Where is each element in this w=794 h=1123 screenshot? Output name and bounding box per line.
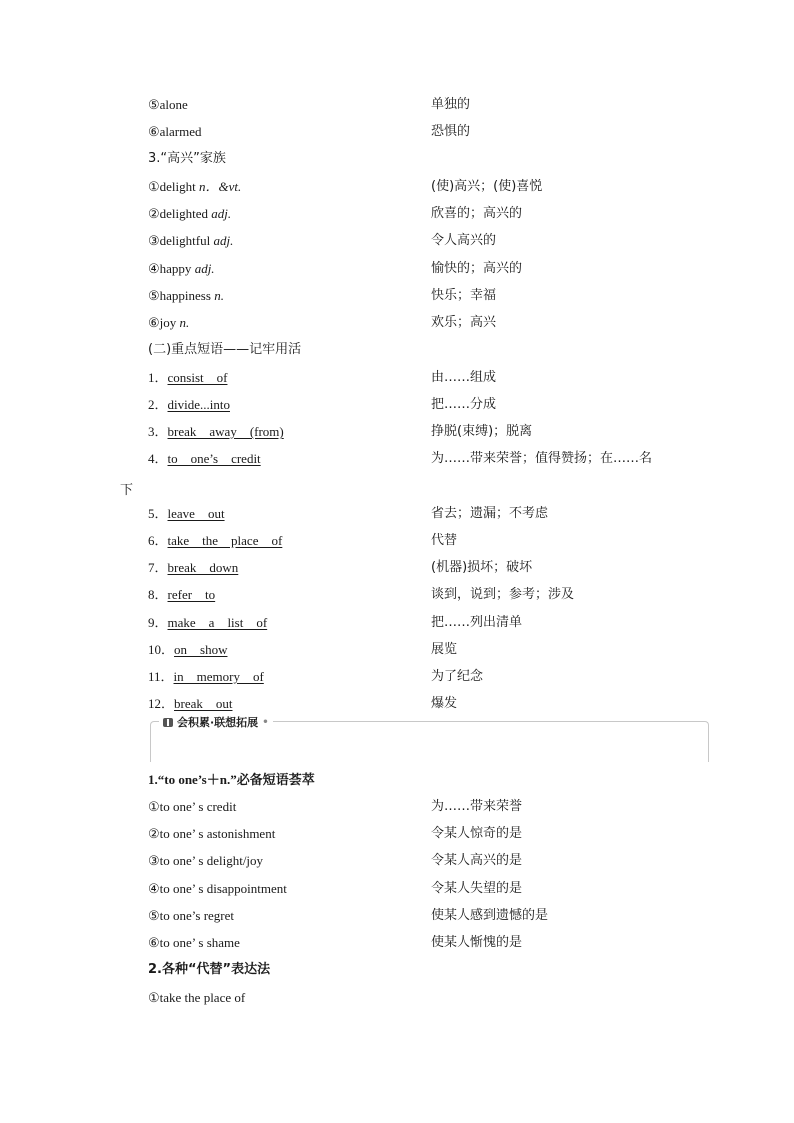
phrase: ①to one’ s credit: [148, 799, 237, 814]
phrase: consist of: [167, 370, 228, 385]
word: ⑤happiness: [148, 288, 211, 303]
part-of-speech: adj.: [213, 233, 234, 248]
phrase: ③to one’ s delight/joy: [148, 853, 264, 868]
phrase-meaning: 省去；遗漏；不考虑: [431, 506, 549, 521]
phrase-meaning: 令某人高兴的是: [431, 853, 523, 868]
phrase: ②to one’ s astonishment: [148, 826, 276, 841]
phrase: on show: [174, 642, 228, 657]
part-of-speech: adj.: [211, 206, 232, 221]
word: ④happy: [148, 261, 192, 276]
phrase-meaning: 由……组成: [431, 370, 497, 385]
phrase-number: 1．: [148, 370, 168, 385]
meaning: 令人高兴的: [431, 233, 497, 248]
phrase-number: 4．: [148, 451, 168, 466]
meaning: (使)高兴；(使)喜悦: [431, 179, 543, 194]
phrase: ⑥to one’ s shame: [148, 935, 240, 950]
phrase-meaning: 使某人惭愧的是: [431, 935, 523, 950]
phrase: leave out: [167, 506, 225, 521]
phrase-meaning-wrap: 下: [120, 483, 134, 498]
meaning: 单独的: [431, 97, 471, 112]
phrase-number: 11．: [148, 669, 174, 684]
phrase: break out: [174, 696, 233, 711]
phrase-number: 9．: [148, 615, 168, 630]
meaning: 愉快的；高兴的: [431, 261, 523, 276]
meaning: 快乐；幸福: [431, 288, 497, 303]
word: ⑤alone: [148, 97, 188, 112]
phrase-number: 8．: [148, 587, 168, 602]
word: ⑥alarmed: [148, 124, 202, 139]
expansion-box: [150, 716, 709, 762]
phrase-meaning: 展览: [431, 642, 458, 657]
phrase: break down: [167, 560, 239, 575]
word: ⑥joy: [148, 315, 177, 330]
phrase-number: 7．: [148, 560, 168, 575]
phrase-meaning: 为……带来荣誉；值得赞扬；在……名: [431, 451, 653, 466]
phrase: divide...into: [167, 397, 230, 412]
phrase-meaning: 爆发: [431, 696, 458, 711]
phrase-number: 12．: [148, 696, 175, 711]
part-of-speech: adj.: [194, 261, 215, 276]
phrase-meaning: 为……带来荣誉: [431, 799, 523, 814]
phrase: take the place of: [167, 533, 283, 548]
section-heading: 1.“to one’s＋n.”必备短语荟萃: [148, 772, 315, 788]
phrase-meaning: 把……列出清单: [431, 615, 523, 630]
phrase-meaning: 挣脱(束缚)；脱离: [431, 424, 533, 439]
phrase-number: 10．: [148, 642, 175, 657]
phrase-number: 2．: [148, 397, 168, 412]
phrase-meaning: 把……分成: [431, 397, 497, 412]
phrase: break away (from): [167, 424, 284, 439]
phrase: ⑤to one’s regret: [148, 908, 235, 923]
phrase: refer to: [167, 587, 216, 602]
part-of-speech: n.: [179, 315, 190, 330]
word: ③delightful: [148, 233, 211, 248]
phrase: ④to one’ s disappointment: [148, 881, 287, 896]
book-icon: [163, 718, 173, 727]
word: ①delight: [148, 179, 196, 194]
meaning: 欢乐；高兴: [431, 315, 497, 330]
phrase-meaning: 代替: [431, 533, 458, 548]
meaning: 恐惧的: [431, 124, 471, 139]
phrase-meaning: 令某人失望的是: [431, 881, 523, 896]
list-item: ①take the place of: [148, 990, 246, 1005]
phrase-number: 6．: [148, 533, 168, 548]
phrase-meaning: 使某人感到遗憾的是: [431, 908, 549, 923]
section-heading: (二)重点短语——记牢用活: [148, 342, 302, 357]
phrase: to one’s credit: [167, 451, 261, 466]
phrase: make a list of: [167, 615, 268, 630]
phrase-number: 3．: [148, 424, 168, 439]
phrase: in memory of: [173, 669, 264, 684]
phrase-meaning: 为了纪念: [431, 669, 484, 684]
phrase-meaning: 谈到，说到；参考；涉及: [431, 587, 575, 602]
phrase-meaning: (机器)损坏；破坏: [431, 560, 533, 575]
meaning: 欣喜的；高兴的: [431, 206, 523, 221]
section-heading: 2.各种“代替”表达法: [148, 962, 271, 977]
phrase-meaning: 令某人惊奇的是: [431, 826, 523, 841]
part-of-speech: n．&vt.: [199, 179, 242, 194]
word: ②delighted: [148, 206, 209, 221]
expansion-box-title: 会积累·联想拓展 •: [159, 714, 273, 730]
dot-icon: •: [262, 716, 269, 728]
part-of-speech: n.: [214, 288, 224, 303]
section-heading: 3.“高兴”家族: [148, 151, 226, 166]
phrase-number: 5．: [148, 506, 168, 521]
